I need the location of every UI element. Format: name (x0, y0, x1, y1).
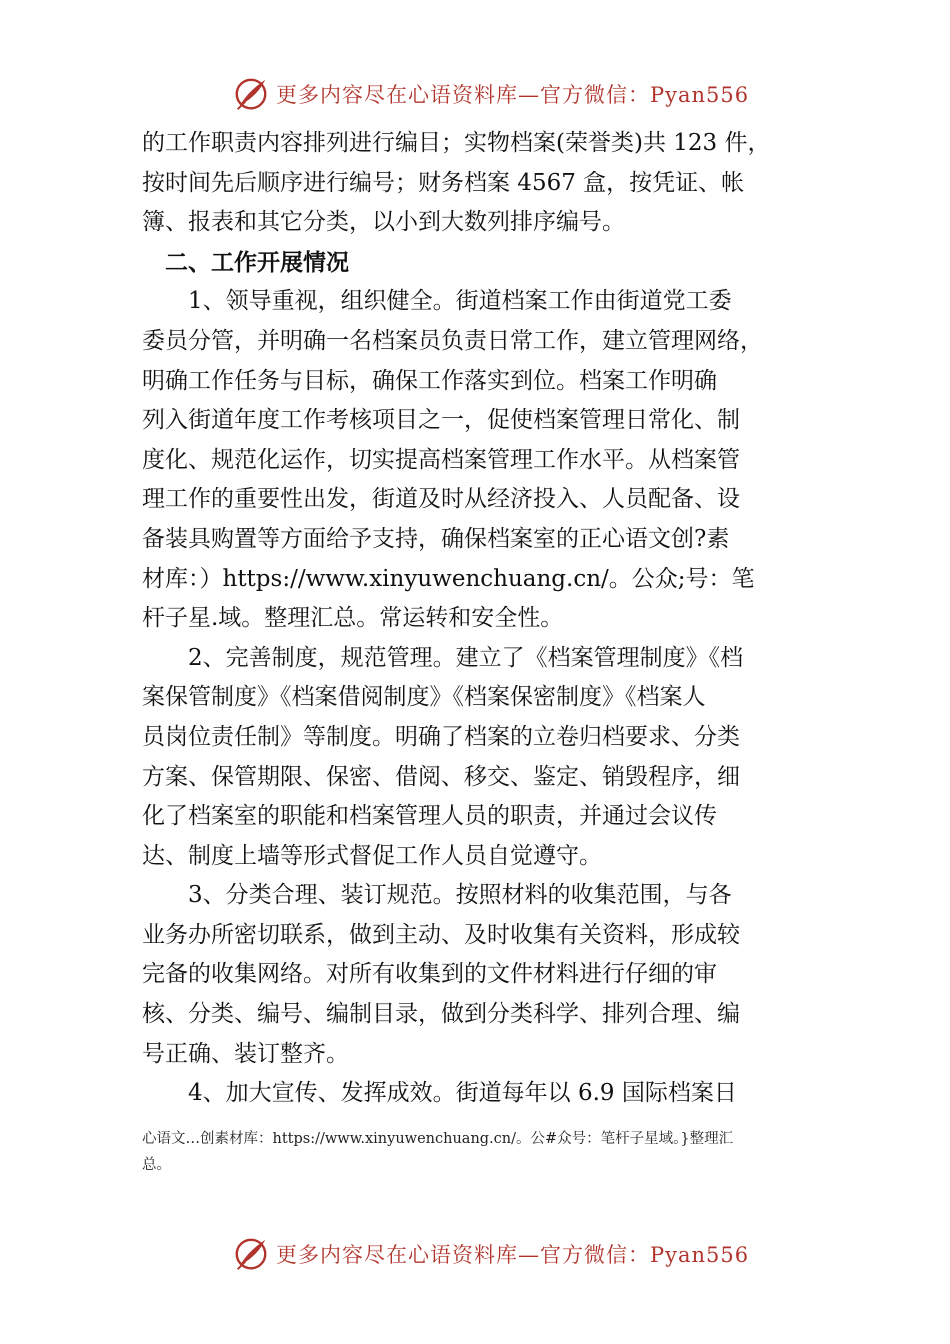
body-line: 材库：）https://www.xinyuwenchuang.cn/。公众;号：笔 (142, 565, 755, 592)
page-footer-banner (0, 1234, 950, 1274)
document-body (142, 124, 822, 1114)
body-line: 杆子星.域。整理汇总。常运转和安全性。 (142, 605, 564, 632)
body-line: 完备的收集网络。对所有收集到的文件材料进行仔细的审 (142, 961, 717, 988)
section-heading: 二、工作开展情况 (142, 248, 349, 276)
body-line: 4、加大宣传、发挥成效。街道每年以 6.9 国际档案日 (142, 1080, 737, 1107)
footnote (142, 1126, 842, 1178)
body-line: 理工作的重要性出发，街道及时从经济投入、人员配备、设 (142, 486, 740, 513)
body-line: 备装具购置等方面给予支持，确保档案室的正心语文创?素 (142, 525, 730, 552)
body-line: 的工作职责内容排列进行编目；实物档案(荣誉类)共 123 件， (142, 130, 771, 156)
body-line: 3、分类合理、装订规范。按照材料的收集范围，与各 (142, 882, 732, 909)
body-line: 列入街道年度工作考核项目之一，促使档案管理日常化、制 (142, 407, 740, 434)
body-line: 1、领导重视，组织健全。街道档案工作由街道党工委 (142, 288, 732, 315)
body-line: 案保管制度》《档案借阅制度》《档案保密制度》《档案人 (142, 684, 706, 711)
footnote-line: 总。 (142, 1157, 171, 1173)
page-header (0, 74, 950, 114)
footer-banner: 更多内容尽在心语资料库—官方微信：Pyan556 (276, 1243, 750, 1267)
body-line: 号正确、装订整齐。 (142, 1040, 349, 1067)
quill-logo-icon (232, 1235, 270, 1273)
body-line: 2、完善制度，规范管理。建立了《档案管理制度》《档 (142, 644, 744, 671)
body-line: 达、制度上墙等形式督促工作人员自觉遵守。 (142, 842, 602, 869)
header-banner: 更多内容尽在心语资料库—官方微信：Pyan556 (276, 83, 750, 107)
body-line: 按时间先后顺序进行编号；财务档案 4567 盒，按凭证、帐 (142, 169, 745, 196)
body-line: 业务办所密切联系，做到主动、及时收集有关资料，形成较 (142, 921, 740, 948)
body-line: 员岗位责任制》等制度。明确了档案的立卷归档要求、分类 (142, 723, 740, 750)
body-line: 明确工作任务与目标，确保工作落实到位。档案工作明确 (142, 367, 717, 394)
footnote-line: 心语文…创素材库：https://www.xinyuwenchuang.cn/。公#众号：笔杆子星域。}整理汇 (142, 1131, 734, 1147)
body-line: 核、分类、编号、编制目录，做到分类科学、排列合理、编 (142, 1001, 740, 1028)
body-line: 簿、报表和其它分类，以小到大数列排序编号。 (142, 209, 625, 236)
body-line: 化了档案室的职能和档案管理人员的职责，并通过会议传 (142, 803, 717, 830)
body-line: 委员分管，并明确一名档案员负责日常工作，建立管理网络， (142, 327, 763, 354)
body-line: 方案、保管期限、保密、借阅、移交、鉴定、销毁程序，细 (142, 763, 740, 790)
body-line: 度化、规范化运作，切实提高档案管理工作水平。从档案管 (142, 446, 740, 473)
quill-logo-icon (232, 75, 270, 113)
